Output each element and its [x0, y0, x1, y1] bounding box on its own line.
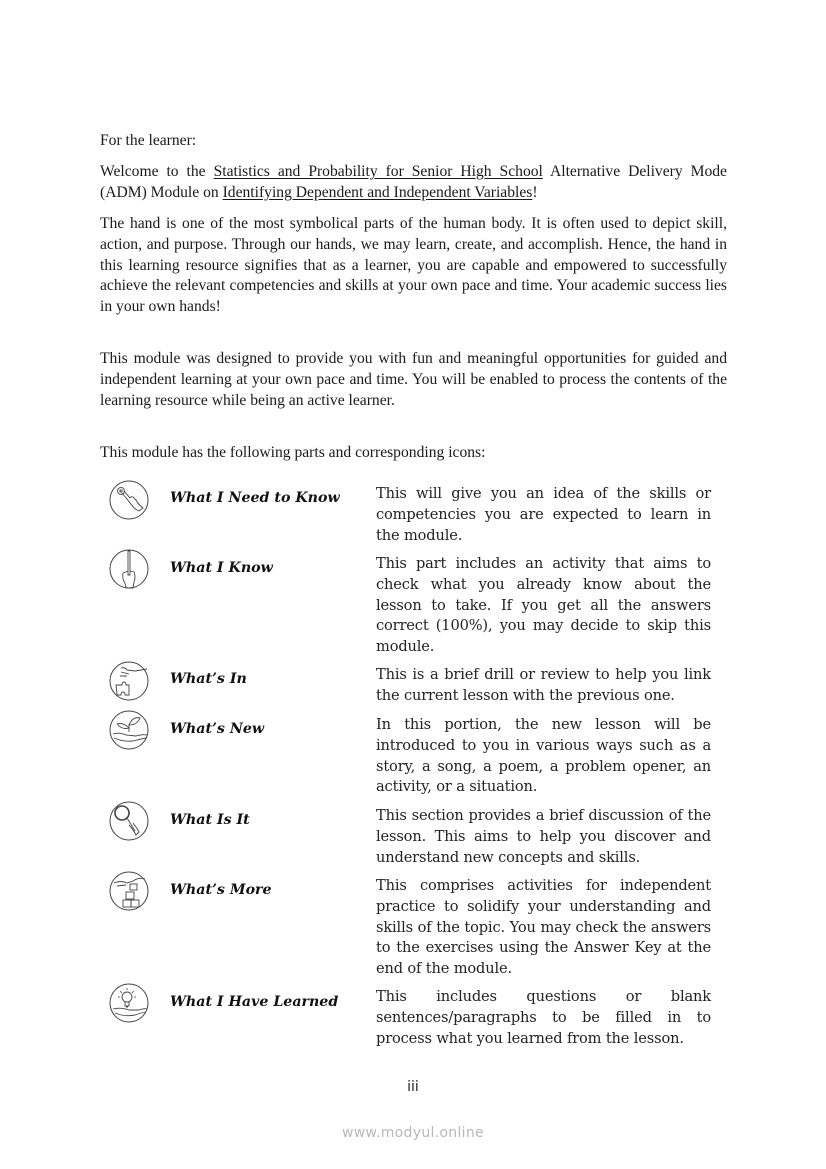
- part-label: What Is It: [170, 812, 250, 828]
- for-the-learner-heading: For the learner:: [100, 132, 197, 149]
- part-label: What I Have Learned: [170, 994, 339, 1010]
- magnifying-glass-icon: [109, 801, 149, 841]
- part-description: In this portion, the new lesson will be introduced to you in various ways such as a story, a song, a poem, a problem opener, an activity, or a situation.: [376, 716, 711, 796]
- parts-intro-text: This module has the following parts and corresponding icons:: [100, 444, 486, 461]
- hand-holding-lightbulb-icon: [109, 983, 149, 1023]
- part-description: This section provides a brief discussion of the lesson. This aims to help you discover and understand new concepts and skills.: [376, 807, 711, 866]
- part-label: What I Know: [170, 560, 273, 576]
- watermark: www.modyul.online: [342, 1125, 484, 1141]
- part-description: This part includes an activity that aims to check what you already know about the lesson to take. If you get all the answers correct (100%), you may decide to skip this module.: [376, 555, 711, 656]
- part-label: What’s In: [170, 671, 247, 687]
- part-description: This is a brief drill or review to help you link the current lesson with the previous one.: [376, 666, 711, 704]
- welcome-prefix: Welcome to the: [100, 163, 214, 180]
- part-label: What’s New: [170, 721, 265, 737]
- part-label: What’s More: [170, 882, 272, 898]
- hand-holding-pencil-icon: [109, 549, 149, 589]
- welcome-paragraph: [100, 162, 727, 204]
- welcome-suffix: !: [532, 183, 538, 201]
- welcome-middle: Alternative Delivery Mode (ADM) Module on: [100, 163, 727, 201]
- course-title-link[interactable]: Statistics and Probability for Senior High School: [213, 163, 543, 180]
- page-number: iii: [407, 1079, 419, 1095]
- part-label: What I Need to Know: [170, 490, 340, 506]
- hand-stacking-blocks-icon: [109, 871, 149, 911]
- part-description: This comprises activities for independent practice to solidify your understanding and skills of the topic. You may check the answers to the exercises using the Answer Key at the end of the module.: [376, 877, 711, 978]
- pointing-hand-icon: [109, 480, 149, 520]
- hand-holding-sprout-icon: [109, 710, 149, 750]
- hand-symbolism-paragraph: The hand is one of the most symbolical parts of the human body. It is often used to depict skill, action, and purpose. Through our hands, we may learn, create, and accomplish. Hence, the hand in this learning resource signifies that as a learner, you are capable and empowered to successfully achieve the relevant competencies and skills at your own pace and time. Your academic success lies in your own hands!: [100, 215, 727, 316]
- part-description: This will give you an idea of the skills or competencies you are expected to learn in the module.: [376, 485, 711, 544]
- module-design-paragraph: This module was designed to provide you with fun and meaningful opportunities for guided and independent learning at your own pace and time. You will be enabled to process the contents of the learning resource while being an active learner.: [100, 350, 727, 409]
- hand-puzzle-piece-icon: [109, 661, 149, 701]
- module-title-link[interactable]: Identifying Dependent and Independent Variables: [222, 183, 533, 201]
- part-description: This includes questions or blank sentences/paragraphs to be filled in to process what you learned from the lesson.: [376, 988, 711, 1047]
